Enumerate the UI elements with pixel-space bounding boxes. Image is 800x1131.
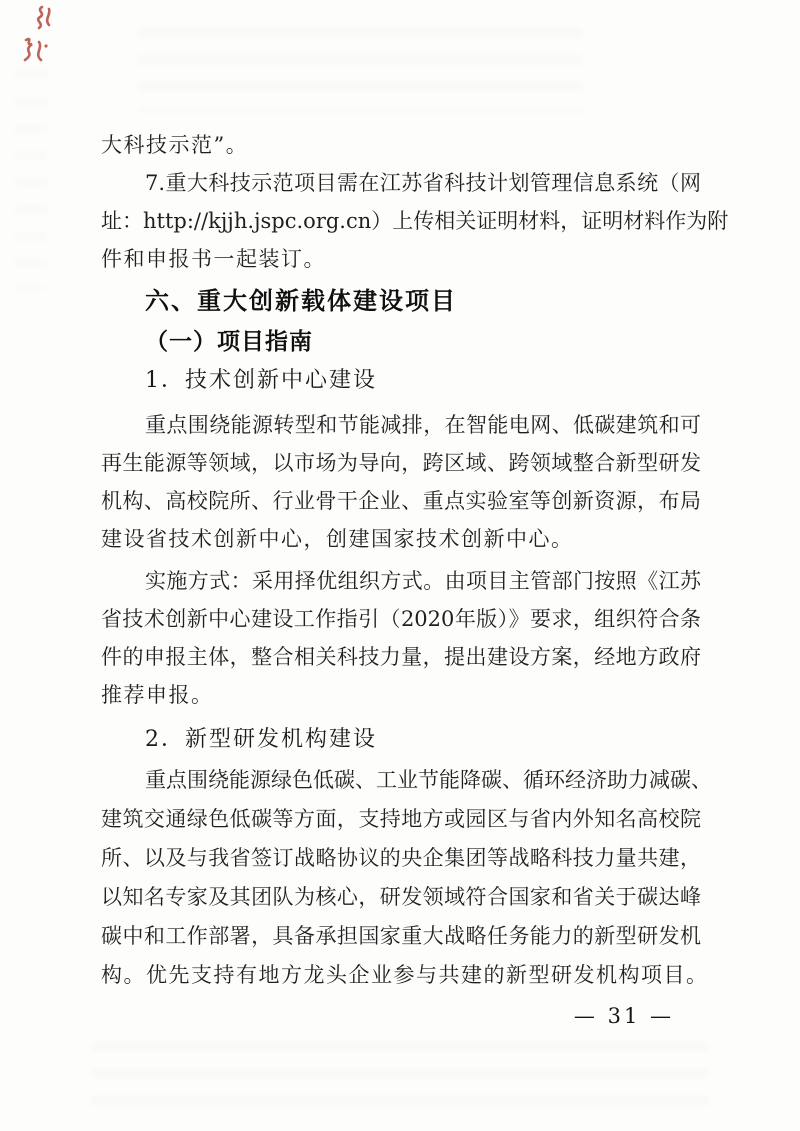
text-line: 重点围绕能源绿色低碳、工业节能降碳、循环经济助力减碳、 (145, 768, 712, 792)
text-line: 建筑交通绿色低碳等方面，支持地方或园区与省内外知名高校院 (101, 807, 701, 831)
text-line: 构。优先支持有地方龙头企业参与共建的新型研发机构项目。 (101, 963, 709, 987)
text-line: 所、以及与我省签订战略协议的央企集团等战略科技力量共建， (101, 846, 701, 870)
paragraph-item-1 (101, 406, 701, 558)
bleed-through-artifact (14, 70, 48, 290)
red-ink-marks (16, 2, 72, 68)
item-2-heading: 2．新型研发机构建设 (145, 727, 377, 752)
text-line: 7.重大科技示范项目需在江苏省科技计划管理信息系统（网 (145, 171, 701, 195)
paragraph-7 (101, 164, 729, 278)
text-line: 再生能源等领域，以市场为导向，跨区域、跨领域整合新型研发 (101, 451, 701, 475)
text-line: 碳中和工作部署，具备承担国家重大战略任务能力的新型研发机 (101, 924, 701, 948)
text-line: 建设省技术创新中心，创建国家技术创新中心。 (101, 527, 574, 551)
text-line: 大科技示范”。 (101, 133, 249, 157)
text-line: 机构、高校院所、行业骨干企业、重点实验室等创新资源，布局 (101, 489, 701, 513)
text-line: 件和申报书一起装订。 (101, 247, 326, 271)
bleed-through-artifact (92, 1042, 708, 1124)
subsection-heading: （一）项目指南 (145, 328, 313, 354)
bleed-through-artifact (138, 28, 583, 112)
text-line: 推荐申报。 (101, 683, 214, 707)
paragraph-item-1-implementation (101, 562, 701, 714)
text-block (101, 126, 729, 995)
section-heading: 六、重大创新载体建设项目 (145, 288, 457, 315)
text-line: 省技术创新中心建设工作指引（2020年版）》要求，组织符合条 (101, 607, 701, 631)
text-line: 件的申报主体，整合相关科技力量，提出建设方案，经地方政府 (101, 645, 701, 669)
text-line-url: 址：http://kjjh.jspc.org.cn）上传相关证明材料，证明材料作为附 (101, 209, 729, 233)
item-1-heading: 1．技术创新中心建设 (145, 368, 377, 393)
text-line: 以知名专家及其团队为核心，研发领域符合国家和省关于碳达峰 (101, 885, 701, 909)
paragraph-item-2 (101, 761, 712, 995)
paragraph-continuation (101, 126, 701, 164)
text-line: 重点围绕能源转型和节能减排，在智能电网、低碳建筑和可 (145, 413, 701, 437)
text-line: 实施方式：采用择优组织方式。由项目主管部门按照《江苏 (145, 569, 701, 593)
page-number: — 31 — (573, 1004, 674, 1028)
